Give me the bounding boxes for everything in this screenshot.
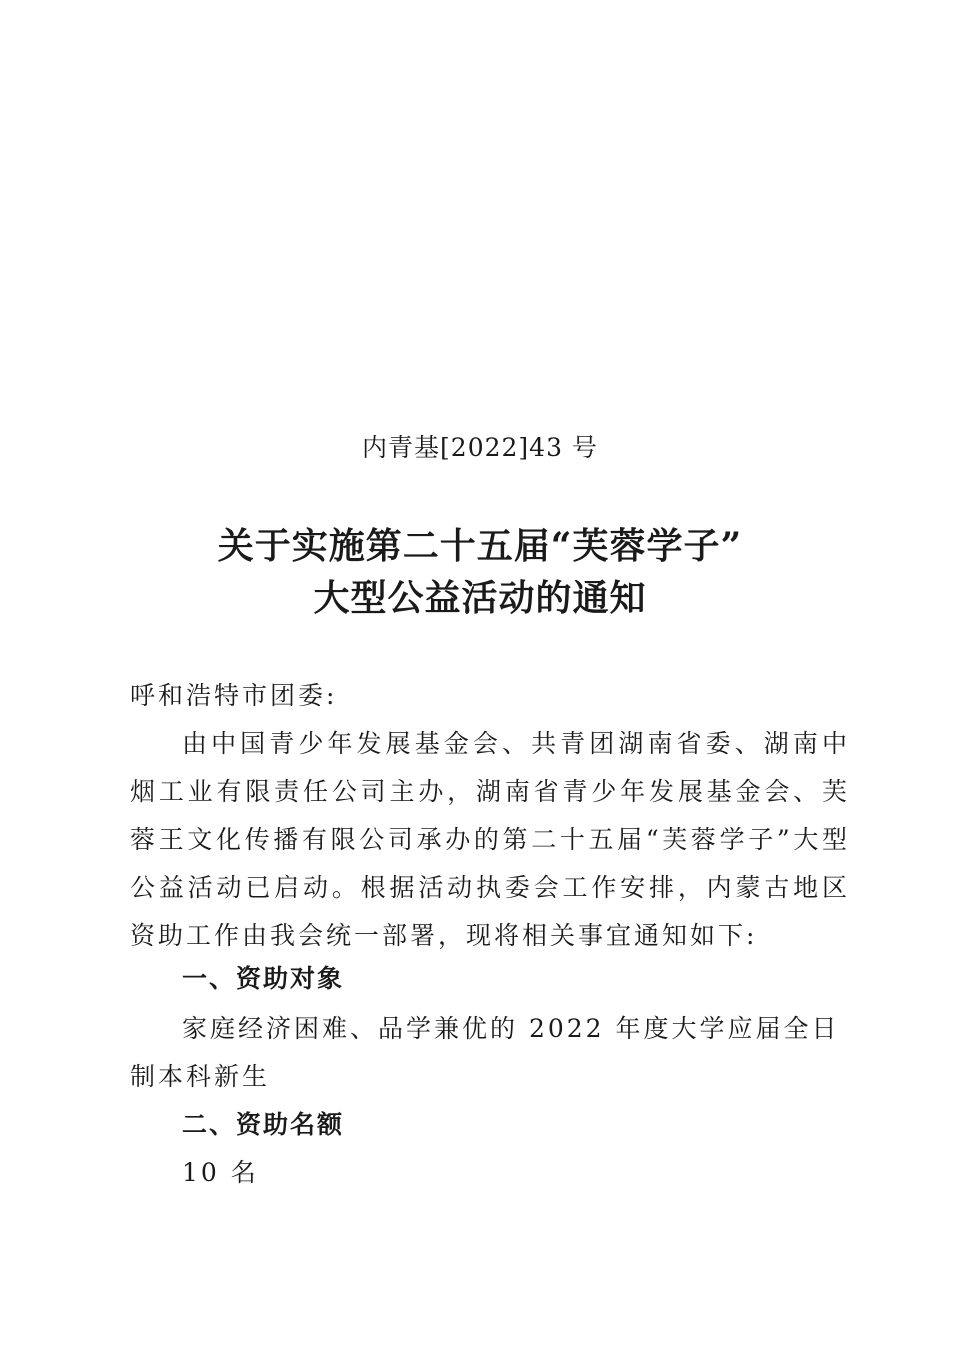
salutation: 呼和浩特市团委:	[130, 681, 338, 710]
title-line-1: 关于实施第二十五届“芙蓉学子”	[217, 525, 743, 567]
title-line-2: 大型公益活动的通知	[313, 577, 647, 619]
quota-paragraph: 10 名	[182, 1158, 259, 1187]
section-heading-target: 一、资助对象	[182, 964, 345, 993]
target-paragraph: 家庭经济困难、品学兼优的 2022 年度大学应届全日制本科新生	[130, 1014, 840, 1091]
intro-paragraph: 由中国青少年发展基金会、共青团湖南省委、湖南中烟工业有限责任公司主办，湖南省青少年发展基金会、芙蓉王文化传播有限公司承办的第二十五届“芙蓉学子”大型公益活动已启动。根据活动执委会工作安排，内蒙古地区资助工作由我会统一部署，现将相关事宜通知如下:	[130, 729, 850, 950]
document-title	[0, 520, 960, 624]
document-number: 内青基[2022]43 号	[362, 433, 598, 462]
section-heading-quota: 二、资助名额	[182, 1110, 345, 1139]
